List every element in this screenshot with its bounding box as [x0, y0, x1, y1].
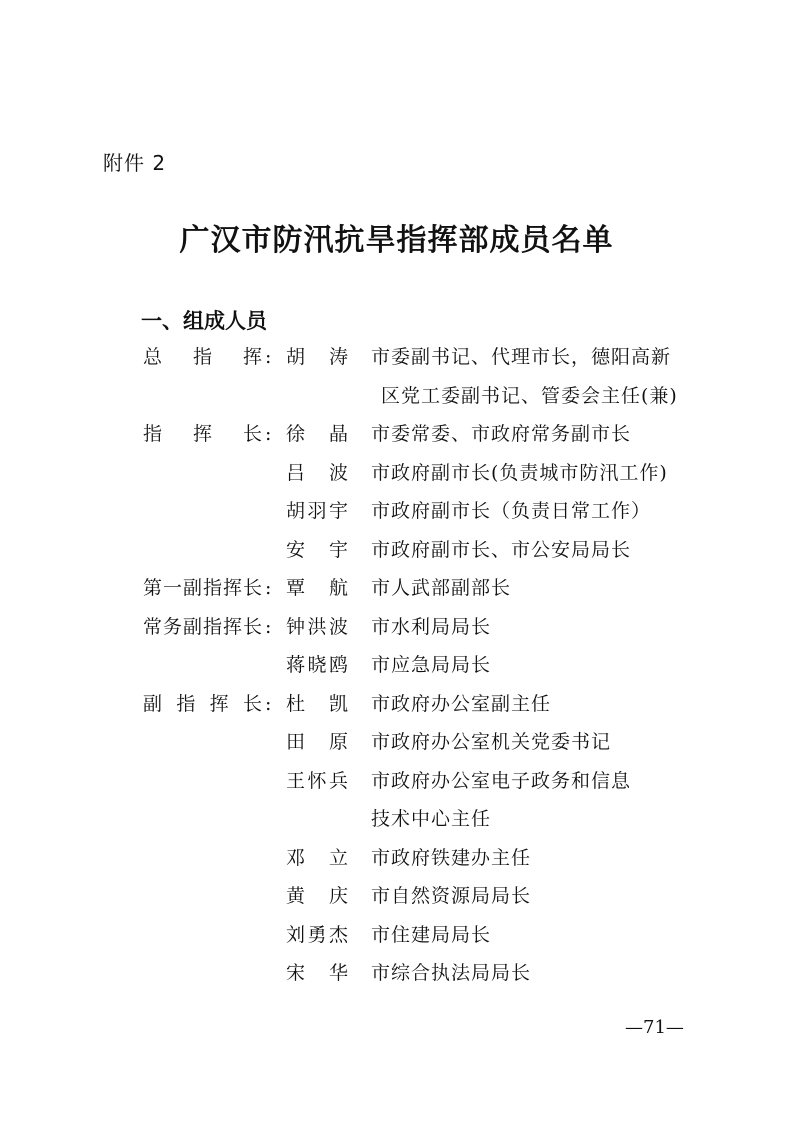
- member-list: [143, 342, 723, 997]
- role-colon: :: [265, 577, 272, 599]
- member-name: 黄 庆: [286, 885, 348, 907]
- member-name: 邓 立: [286, 846, 348, 869]
- document-title: 广汉市防汛抗旱指挥部成员名单: [179, 223, 614, 258]
- member-name: 刘勇杰: [286, 923, 348, 946]
- role-cell: [143, 612, 281, 642]
- role-cell: [143, 573, 281, 603]
- member-name: 徐 晶: [286, 423, 348, 445]
- member-duty: 市水利局局长: [371, 615, 492, 638]
- member-duty: 市政府副市长（负责日常工作）: [371, 500, 652, 522]
- page-number: —71—: [625, 1017, 684, 1038]
- member-row: [143, 650, 723, 689]
- member-row: [143, 727, 723, 766]
- member-row: [143, 496, 723, 535]
- role-cell: [143, 419, 281, 449]
- member-name: 安 宇: [286, 538, 348, 561]
- member-row: [143, 573, 723, 612]
- role-label: 指 挥 长: [143, 423, 262, 445]
- member-name: 吕 波: [286, 461, 348, 484]
- member-name: 宋 华: [286, 962, 348, 984]
- member-name: 杜 凯: [286, 692, 348, 715]
- member-duty: 市政府铁建办主任: [371, 846, 532, 869]
- member-duty: 市政府办公室电子政务和信息: [371, 769, 632, 792]
- member-row: [143, 881, 723, 920]
- member-row: [143, 419, 723, 458]
- member-duty: 市综合执法局局长: [371, 962, 532, 984]
- member-name: 覃 航: [286, 577, 348, 599]
- member-name: 田 原: [286, 731, 348, 753]
- member-row: [143, 843, 723, 882]
- member-duty: 区党工委副书记、管委会主任(兼): [381, 384, 678, 407]
- member-row: [143, 766, 723, 805]
- role-label: 总 指 挥: [143, 346, 262, 368]
- member-row: [143, 689, 723, 728]
- role-colon: :: [265, 692, 272, 715]
- member-duty: 市政府副市长、市公安局局长: [371, 538, 632, 561]
- member-row: [143, 342, 723, 381]
- member-duty: 市住建局局长: [371, 923, 492, 946]
- member-row: [143, 920, 723, 959]
- section-heading: 一、组成人员: [141, 309, 267, 333]
- member-duty: 市应急局局长: [371, 654, 492, 676]
- role-label: 副 指 挥 长: [143, 692, 262, 715]
- member-name: 胡羽宇: [286, 500, 348, 522]
- member-duty: 市人武部副部长: [371, 577, 512, 599]
- role-colon: :: [265, 346, 272, 368]
- member-row: [143, 458, 723, 497]
- role-cell: [143, 342, 281, 372]
- member-duty: 市自然资源局局长: [371, 885, 532, 907]
- member-row: [143, 958, 723, 997]
- member-name: 蒋晓鸥: [286, 654, 348, 676]
- member-row: [143, 804, 723, 843]
- member-row: [143, 535, 723, 574]
- role-cell: [143, 689, 281, 719]
- role-colon: :: [265, 423, 272, 445]
- role-label: 常务副指挥长: [143, 615, 262, 638]
- member-name: 胡 涛: [286, 346, 348, 368]
- member-row: [143, 381, 723, 420]
- member-duty: 市委副书记、代理市长，德阳高新: [371, 346, 672, 368]
- member-duty: 市政府办公室机关党委书记: [371, 731, 612, 753]
- role-colon: :: [265, 615, 272, 638]
- member-row: [143, 612, 723, 651]
- role-label: 第一副指挥长: [143, 577, 262, 599]
- member-duty: 市委常委、市政府常务副市长: [371, 423, 632, 445]
- member-name: 钟洪波: [286, 615, 348, 638]
- member-duty: 市政府副市长(负责城市防汛工作): [371, 461, 668, 484]
- member-duty: 技术中心主任: [371, 808, 492, 830]
- member-name: 王怀兵: [286, 769, 348, 792]
- member-duty: 市政府办公室副主任: [371, 692, 552, 715]
- attachment-label: 附件 2: [103, 151, 167, 175]
